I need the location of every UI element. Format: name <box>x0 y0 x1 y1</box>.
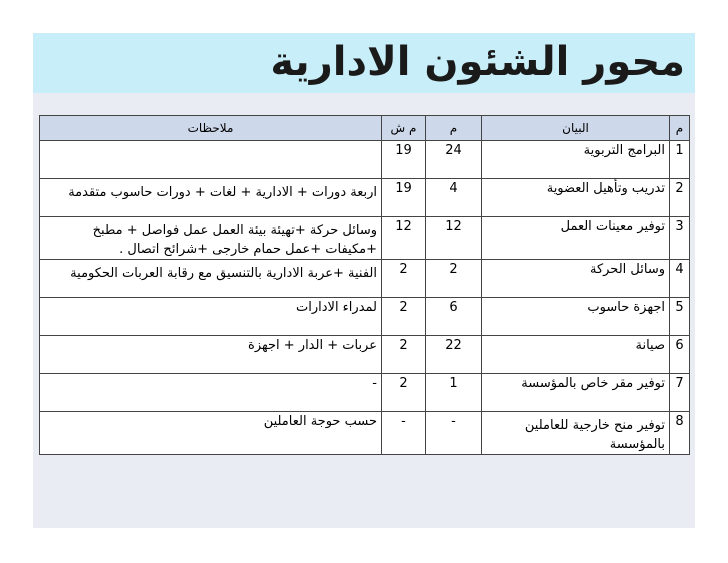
row-index: 1 <box>670 141 690 179</box>
admin-affairs-table <box>39 115 690 455</box>
row-notes: عربات + الدار + اجهزة <box>40 336 382 374</box>
table-row <box>40 374 690 412</box>
table-row <box>40 336 690 374</box>
row-item: توفير منح خارجية للعاملين بالمؤسسة <box>482 412 670 455</box>
slide-title: محور الشئون الادارية <box>270 39 685 85</box>
row-m: 12 <box>426 217 482 260</box>
table-row <box>40 179 690 217</box>
row-index: 7 <box>670 374 690 412</box>
row-ms: 2 <box>382 260 426 298</box>
row-ms: 2 <box>382 298 426 336</box>
row-m: 4 <box>426 179 482 217</box>
row-ms: 2 <box>382 374 426 412</box>
table-header-row <box>40 116 690 141</box>
header-notes: ملاحظات <box>40 116 382 141</box>
title-banner <box>33 33 695 93</box>
row-ms: 19 <box>382 141 426 179</box>
row-notes: - <box>40 374 382 412</box>
table-row <box>40 141 690 179</box>
table-row <box>40 217 690 260</box>
row-notes <box>40 141 382 179</box>
row-index: 4 <box>670 260 690 298</box>
row-notes: اربعة دورات + الادارية + لغات + دورات حاسوب متقدمة <box>40 179 382 217</box>
row-index: 8 <box>670 412 690 455</box>
slide <box>33 33 695 528</box>
row-item: اجهزة حاسوب <box>482 298 670 336</box>
table-row <box>40 260 690 298</box>
row-index: 3 <box>670 217 690 260</box>
row-ms: - <box>382 412 426 455</box>
header-ms: م ش <box>382 116 426 141</box>
row-item: البرامج التربوية <box>482 141 670 179</box>
row-notes: حسب حوجة العاملين <box>40 412 382 455</box>
row-m: 2 <box>426 260 482 298</box>
row-m: 24 <box>426 141 482 179</box>
row-ms: 12 <box>382 217 426 260</box>
row-m: 6 <box>426 298 482 336</box>
row-item: توفير مقر خاص بالمؤسسة <box>482 374 670 412</box>
row-notes: الفنية +عربة الادارية بالتنسيق مع رقابة العربات الحكومية <box>40 260 382 298</box>
row-notes: لمدراء الادارات <box>40 298 382 336</box>
row-m: 22 <box>426 336 482 374</box>
header-item: البيان <box>482 116 670 141</box>
row-ms: 2 <box>382 336 426 374</box>
header-m: م <box>426 116 482 141</box>
row-m: 1 <box>426 374 482 412</box>
row-item: وسائل الحركة <box>482 260 670 298</box>
row-item: تدريب وتأهيل العضوية <box>482 179 670 217</box>
row-item: صيانة <box>482 336 670 374</box>
row-item: توفير معينات العمل <box>482 217 670 260</box>
row-index: 2 <box>670 179 690 217</box>
row-index: 5 <box>670 298 690 336</box>
row-m: - <box>426 412 482 455</box>
row-notes: وسائل حركة +تهيئة بيئة العمل عمل فواصل + مطبخ +مكيفات +عمل حمام خارجى +شرائح اتصال . <box>40 217 382 260</box>
row-index: 6 <box>670 336 690 374</box>
table-row <box>40 412 690 455</box>
row-ms: 19 <box>382 179 426 217</box>
table-row <box>40 298 690 336</box>
header-index: م <box>670 116 690 141</box>
